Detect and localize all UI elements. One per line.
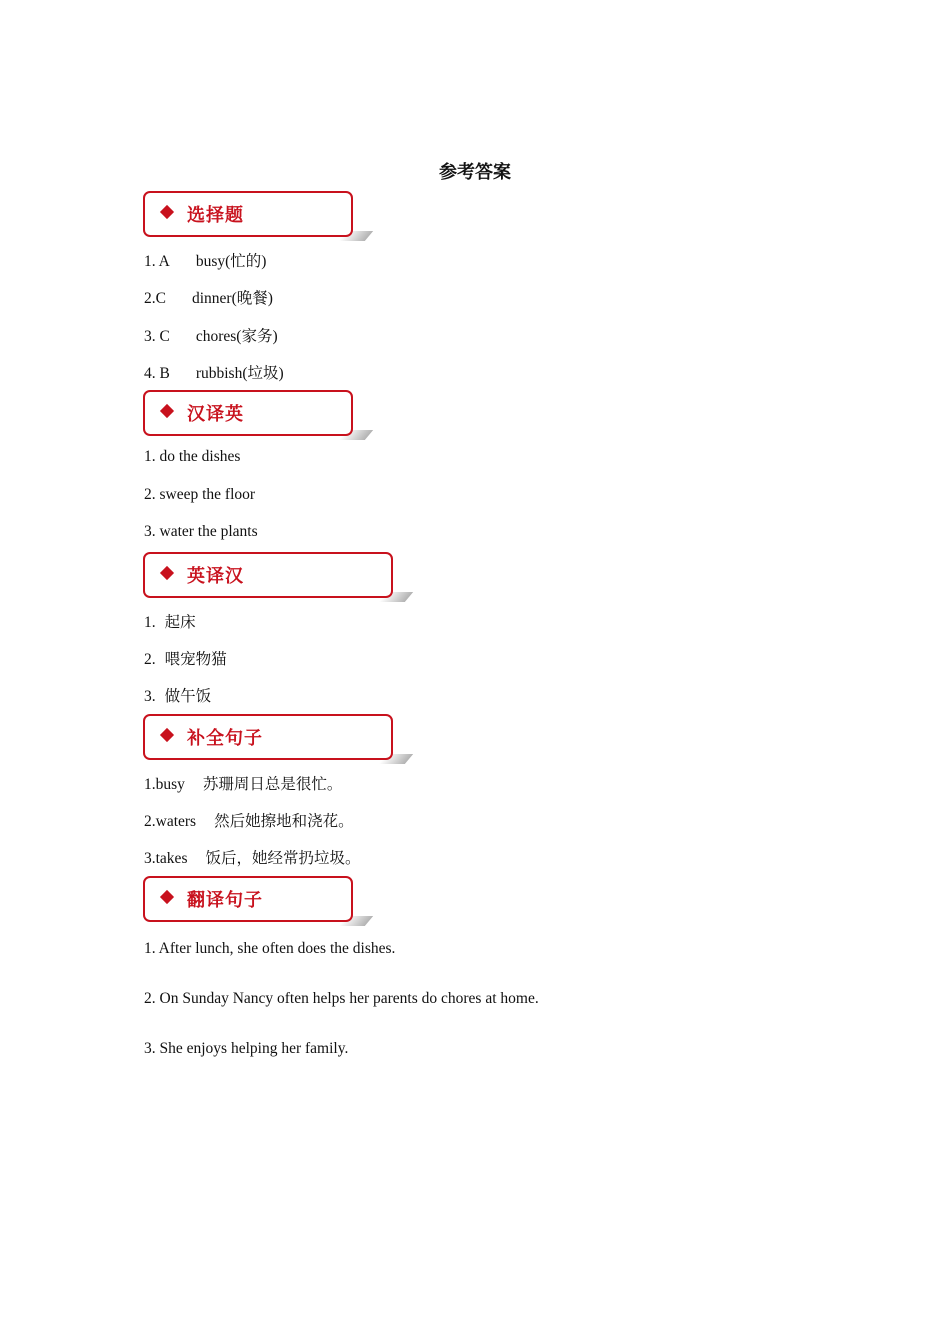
list-item: 2. 喂宠物猫 [144,651,227,668]
list-item: 3. C chores(家务) [144,328,278,345]
section-header-choice [143,191,353,237]
list-item: 1. A busy(忙的) [144,253,267,270]
section-heading: 翻译句子 [187,890,263,911]
section-heading: 选择题 [187,205,244,226]
section-header-complete-sentences [143,714,393,760]
badge-frame [143,390,353,436]
section-header-en-to-cn [143,552,393,598]
list-item: 3. 做午饭 [144,688,212,705]
list-item: 3. water the plants [144,523,258,540]
list-item: 2.waters 然后她擦地和浇花。 [144,813,354,830]
section-header-translate-sentences [143,876,353,922]
list-item: 2. On Sunday Nancy often helps her parents do chores at home. [144,990,539,1007]
section-heading: 英译汉 [187,566,244,587]
list-item: 1. 起床 [144,614,196,631]
list-item: 1. do the dishes [144,448,241,465]
list-item: 1.busy 苏珊周日总是很忙。 [144,776,343,793]
list-item: 2. sweep the floor [144,486,256,503]
list-item: 1. After lunch, she often does the dishes. [144,940,396,957]
badge-frame [143,552,393,598]
list-item: 2.C dinner(晚餐) [144,290,273,307]
list-item: 3.takes 饭后，她经常扔垃圾。 [144,850,361,867]
page-title: 参考答案 [439,162,511,183]
section-heading: 补全句子 [187,728,263,749]
badge-frame [143,191,353,237]
section-header-cn-to-en [143,390,353,436]
section-heading: 汉译英 [187,404,244,425]
list-item: 3. She enjoys helping her family. [144,1040,349,1057]
list-item: 4. B rubbish(垃圾) [144,365,284,382]
badge-frame [143,714,393,760]
